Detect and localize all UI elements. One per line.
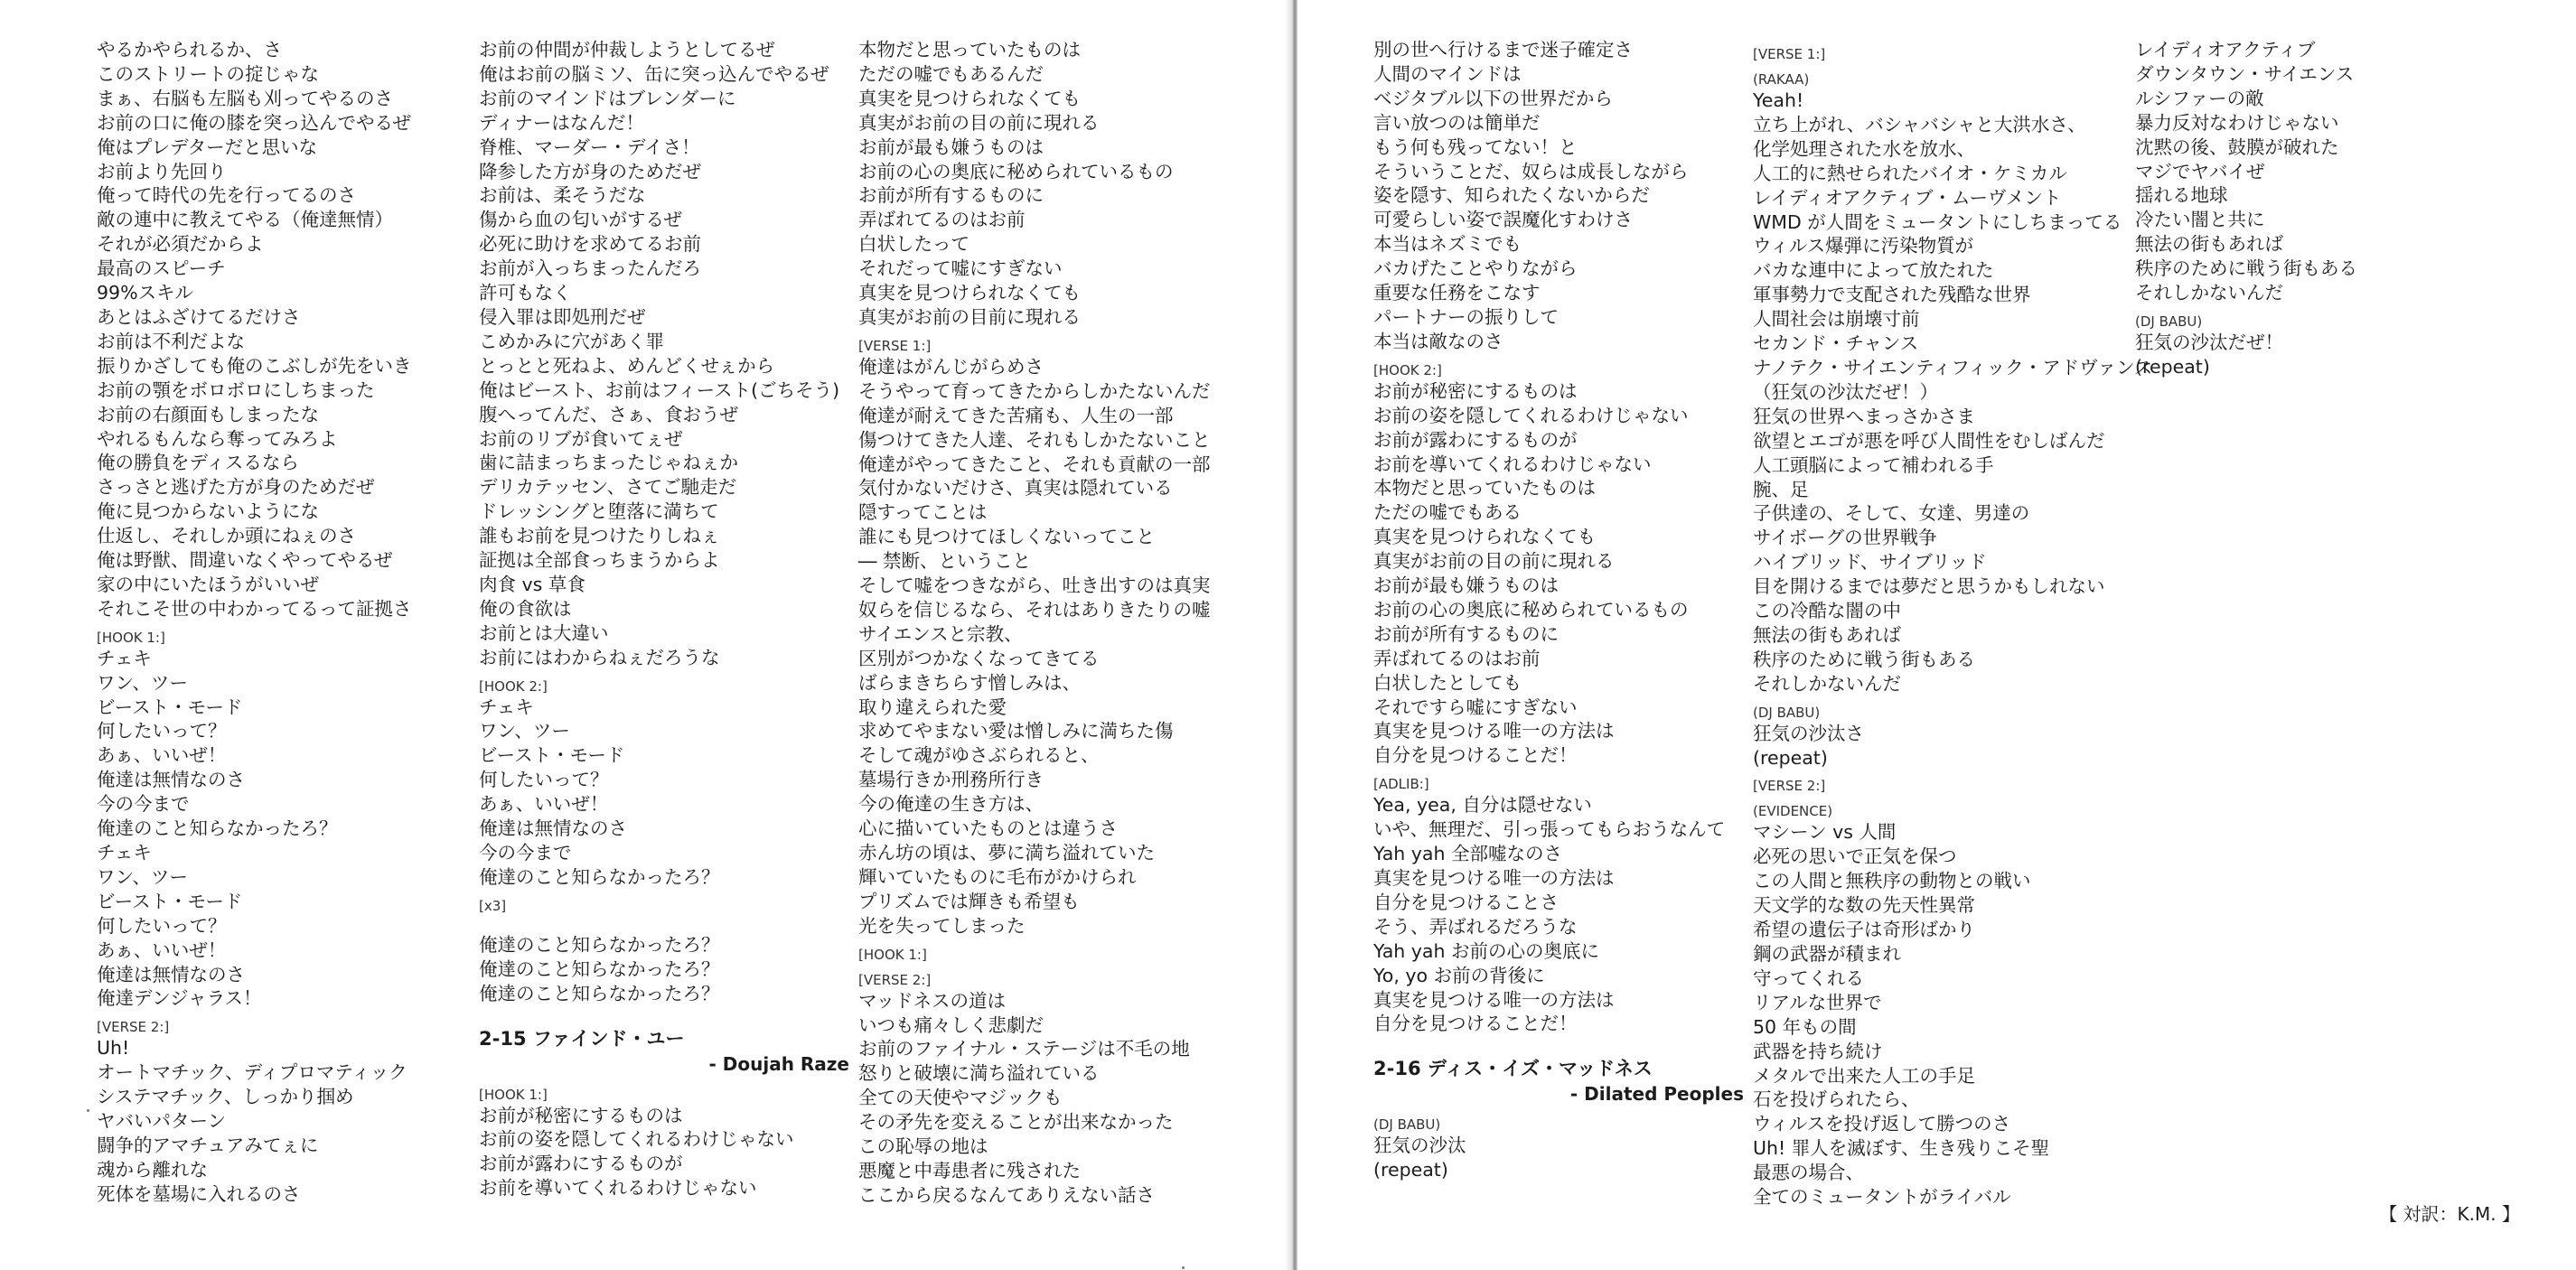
lyric-line: それですら嘘にすぎない <box>1373 696 1578 718</box>
lyric-line: ハイブリッド、サイブリッド <box>1753 551 1987 574</box>
lyric-line: お前より先回り <box>97 160 227 182</box>
lyric-line: チェキ <box>479 696 534 718</box>
lyric-line: ビースト・モード <box>479 744 625 767</box>
lyric-line: あぁ、いいぜ！ <box>97 744 227 767</box>
lyric-line: お前が所有するものに <box>858 184 1044 207</box>
lyric-line: 天文学的な数の先天性異常 <box>1753 894 1975 917</box>
lyric-line: 降参した方が身のためだぜ <box>479 160 701 182</box>
lyric-line: ばらまきちらす憎しみは、 <box>858 671 1081 694</box>
lyric-line: 目を開けるまでは夢だと思うかもしれない <box>1753 575 2105 598</box>
section-tag: [VERSE 2:] <box>858 971 932 988</box>
lyric-line: 子供達の、そして、女達、男達の <box>1753 502 2030 525</box>
lyric-line: ― 禁断、ということ <box>858 550 1032 573</box>
lyric-line: 自分を見つけることだ！ <box>1373 1013 1578 1035</box>
lyric-line: この人間と無秩序の動物との戦い <box>1753 870 2031 892</box>
lyrics-column-6 <box>2135 38 2506 379</box>
lyric-line: 狂気の沙汰 <box>1373 1135 1466 1157</box>
lyric-line: 俺達がやってきたこと、それも貢献の一部 <box>858 453 1211 475</box>
lyric-line: 墓場行きか刑務所行き <box>858 769 1044 791</box>
lyric-line: お前とは大違い <box>479 621 609 644</box>
lyric-line: 希望の遺伝子は奇形ばかり <box>1753 919 1975 941</box>
lyric-line: お前が所有するものに <box>1373 622 1559 645</box>
lyric-line: 取り違えられた愛 <box>858 696 1007 718</box>
lyric-line: お前の姿を隠してくれるわけじゃない <box>1373 404 1689 426</box>
lyric-line: そう、弄ばれるだろうな <box>1373 915 1578 938</box>
lyric-line: お前が秘密にするものは <box>479 1104 683 1126</box>
lyric-line: Uh! 罪人を滅ぼす、生き残りこそ聖 <box>1753 1137 2050 1160</box>
lyric-line: 俺達は無情なのさ <box>479 817 627 840</box>
lyric-line: やれるもんなら奪ってみろよ <box>97 427 338 450</box>
lyric-line: 赤ん坊の頃は、夢に満ち溢れていた <box>858 842 1155 864</box>
section-tag: [HOOK 2:] <box>1373 361 1442 378</box>
lyric-line: いや、無理だ、引っ張ってもらおうなんて <box>1373 818 1726 841</box>
lyric-line: 仕返し、それしか頭にねぇのさ <box>97 525 356 547</box>
scan-speck <box>1182 1266 1185 1269</box>
lyric-line: 最高のスピーチ <box>97 257 226 280</box>
lyric-line: そういうことだ、奴らは成長しながら <box>1373 160 1689 182</box>
lyric-line: いつも痛々しく悲劇だ <box>858 1013 1044 1036</box>
lyric-line: 白状したって <box>858 233 970 256</box>
lyric-line: 脊椎、マーダー・デイさ！ <box>479 135 700 158</box>
scan-speck <box>87 1109 89 1112</box>
lyric-line: ビースト・モード <box>97 890 243 912</box>
lyric-line: 真実がお前の目前に現れる <box>858 305 1081 328</box>
lyric-line: この恥辱の地は <box>858 1135 988 1158</box>
lyric-line: (repeat) <box>2135 355 2210 378</box>
lyric-line: レイディオアクティブ・ムーヴメント <box>1753 186 2062 209</box>
lyrics-column-4 <box>1373 38 1744 1182</box>
lyric-line: Yeah! <box>1753 89 1804 111</box>
lyric-line: プリズムでは輝きも希望も <box>858 890 1080 912</box>
lyric-line: 真実を見つける唯一の方法は <box>1373 720 1615 742</box>
lyric-line: 石を投げられたら、 <box>1753 1088 1920 1111</box>
lyric-line: あとはふざけてるだけさ <box>97 305 301 328</box>
lyric-line: 何したいって？ <box>97 914 227 937</box>
lyric-line: 闘争的アマチュアみてぇに <box>97 1134 319 1156</box>
section-tag: [HOOK 1:] <box>858 946 927 963</box>
lyric-line: 今の今まで <box>479 842 572 864</box>
lyric-line: それこそ世の中わかってるって証拠さ <box>97 597 412 620</box>
lyric-line: 本当はネズミでも <box>1373 233 1522 256</box>
lyric-line: ここから戻るなんてありえない話さ <box>858 1183 1155 1206</box>
lyric-line: ダウンタウン・サイエンス <box>2135 62 2355 85</box>
lyric-line: 人間のマインドは <box>1373 62 1522 85</box>
lyric-line: 光を失ってしまった <box>858 914 1026 937</box>
lyric-line: お前のマインドはブレンダーに <box>479 87 736 109</box>
lyric-line: Yah yah お前の心の奥底に <box>1373 939 1599 962</box>
lyric-line: リアルな世界で <box>1753 991 1882 1013</box>
lyric-line: お前を導いてくれるわけじゃない <box>479 1177 757 1200</box>
lyric-line: 俺達のこと知らなかったろ？ <box>479 982 720 1004</box>
lyric-line: 俺達はがんじがらめさ <box>858 355 1044 378</box>
lyric-line: 言い放つのは簡単だ <box>1373 111 1541 134</box>
lyric-line: Yo, yo お前の背後に <box>1373 964 1545 986</box>
lyric-line: 秩序のために戦う街もある <box>2135 257 2357 280</box>
lyric-line: Uh! <box>97 1037 130 1060</box>
lyric-line: ただの嘘でもあるんだ <box>858 62 1044 85</box>
lyric-line: レイディオアクティブ <box>2135 39 2316 61</box>
lyric-line: ルシファーの敵 <box>2135 87 2264 109</box>
lyric-line: ベジタブル以下の世界だから <box>1373 87 1613 109</box>
section-tag: [ADLIB:] <box>1373 776 1429 793</box>
lyric-line: 俺って時代の先を行ってるのさ <box>97 184 356 207</box>
lyric-line: ただの嘘でもある <box>1373 501 1522 524</box>
lyric-line: ビースト・モード <box>97 696 243 718</box>
lyric-line: メタルで出来た人工の手足 <box>1753 1064 1975 1087</box>
lyric-line: その矛先を変えることが出来なかった <box>858 1111 1174 1134</box>
lyric-line: お前の心の奥底に秘められているもの <box>858 160 1174 182</box>
lyric-line: 傷つけてきた人達、それもしかたないこと <box>858 428 1211 451</box>
lyric-line: 人工頭脳によって補われる手 <box>1753 453 1994 476</box>
lyric-line: もう何も残ってない！と <box>1373 135 1578 158</box>
lyric-line: お前が秘密にするものは <box>1373 379 1578 402</box>
lyric-line: 軍事勢力で支配された残酷な世界 <box>1753 284 2031 306</box>
lyric-line: ウィルスを投げ返して勝つのさ <box>1753 1113 2011 1135</box>
lyric-line: 本物だと思っていたものは <box>858 39 1081 61</box>
lyric-line: お前の姿を隠してくれるわけじゃない <box>479 1128 794 1151</box>
lyric-line: 俺はお前の脳ミソ、缶に突っ込んでやるぜ <box>479 62 829 85</box>
lyric-line: それしかないんだ <box>1753 672 1901 695</box>
lyric-line: WMD が人間をミュータントにしちまってる <box>1753 210 2122 233</box>
section-tag: [VERSE 2:] <box>1753 778 1826 795</box>
lyric-line: Yah yah 全部嘘なのさ <box>1373 843 1562 865</box>
lyric-line: 本物だと思っていたものは <box>1373 477 1596 500</box>
lyric-line: 立ち上がれ、バシャバシャと大洪水さ、 <box>1753 113 2086 135</box>
lyric-line: 50 年もの間 <box>1753 1015 1857 1038</box>
section-tag: [HOOK 2:] <box>479 677 548 695</box>
lyric-line: お前が露わにするものが <box>1373 428 1578 451</box>
lyric-line: 狂気の沙汰さ <box>1753 722 1864 744</box>
lyric-line: あぁ、いいぜ！ <box>479 793 609 816</box>
lyric-line: 歯に詰まっちまったじゃねぇか <box>479 452 738 474</box>
lyric-line: 人工的に熱せられたバイオ・ケミカル <box>1753 162 2067 184</box>
lyric-line: 俺達は無情なのさ <box>97 769 245 791</box>
lyric-line: 許可もなく <box>479 282 572 304</box>
lyric-line: やるかやられるか、さ <box>97 39 282 61</box>
section-tag: (DJ BABU) <box>2135 313 2203 330</box>
lyric-line: とっとと死ねよ、めんどくせぇから <box>479 354 775 377</box>
lyric-line: 沈黙の後、鼓膜が破れた <box>2135 135 2339 158</box>
lyric-line: 真実を見つけられなくても <box>858 87 1081 109</box>
lyric-line: チェキ <box>97 647 152 669</box>
lyric-line: マジでヤバイぜ <box>2135 160 2265 182</box>
lyric-line: 悪魔と中毒患者に残された <box>858 1159 1081 1181</box>
lyric-line: 真実を見つけられなくても <box>858 282 1081 304</box>
lyric-line: それしかないんだ <box>2135 282 2283 304</box>
lyric-line: 俺はプレデターだと思いな <box>97 135 318 158</box>
lyric-line: 冷たい闇と共に <box>2135 209 2265 231</box>
lyric-line: 俺の勝負をディスるなら <box>97 452 299 474</box>
lyric-line: 全ての天使やマジックも <box>858 1087 1063 1109</box>
lyric-line: 守ってくれる <box>1753 967 1864 989</box>
lyric-line: 腹へってんだ、さぁ、食おうぜ <box>479 403 738 425</box>
lyric-line: 弄ばれてるのはお前 <box>858 209 1026 231</box>
lyric-line: 俺達デンジャラス！ <box>97 987 262 1010</box>
lyric-line: ディナーはなんだ！ <box>479 111 644 134</box>
lyric-line: 狂気の沙汰だぜ！ <box>2135 331 2283 353</box>
lyric-line: オートマチック、ディプロマティック <box>97 1061 407 1084</box>
lyric-line: サイエンスと宗教、 <box>858 622 1023 645</box>
lyric-line: 俺の食欲は <box>479 597 572 620</box>
lyric-line: 俺達のこと知らなかったろ？ <box>479 933 720 956</box>
lyric-line: 姿を隠す、知られたくないからだ <box>1373 184 1650 207</box>
lyric-line: （狂気の沙汰だぜ！） <box>1753 380 1938 403</box>
lyric-line: 俺は野獣、間違いなくやってやるぜ <box>97 549 393 572</box>
lyric-line: バカげたことやりながら <box>1373 257 1578 280</box>
lyric-line: 真実を見つける唯一の方法は <box>1373 988 1615 1011</box>
lyric-line: お前の心の奥底に秘められているもの <box>1373 598 1689 621</box>
lyric-line: ヤバいパターン <box>97 1110 227 1133</box>
section-tag: [HOOK 1:] <box>97 629 165 646</box>
lyric-line: このストリートの掟じゃな <box>97 62 319 85</box>
lyric-line: 傷から血の匂いがするぜ <box>479 209 682 231</box>
lyric-line: 無法の街もあれば <box>2135 233 2283 256</box>
song-title: 2-15 ファインド・ユー <box>479 1027 685 1050</box>
lyric-line: 何したいって？ <box>97 720 227 742</box>
lyric-line: それだって嘘にすぎない <box>858 257 1063 280</box>
lyric-line: 真実を見つける唯一の方法は <box>1373 867 1615 889</box>
lyric-line: デリカテッセン、さてご馳走だ <box>479 476 737 499</box>
lyric-line: 求めてやまない愛は憎しみに満ちた傷 <box>858 720 1174 742</box>
lyric-line: 区別がつかなくなってきてる <box>858 647 1100 669</box>
section-tag: [VERSE 1:] <box>858 337 932 354</box>
lyric-line: 腕、足 <box>1753 478 1809 500</box>
lyric-line: お前のリブが食いてぇぜ <box>479 427 683 450</box>
lyric-line: チェキ <box>97 842 152 864</box>
lyric-line: パートナーの振りして <box>1373 305 1559 328</box>
lyric-line: 真実がお前の目の前に現れる <box>858 111 1100 134</box>
section-tag: (EVIDENCE) <box>1753 803 1833 820</box>
section-tag: [x3] <box>479 897 507 914</box>
lyric-line: 本当は敵なのさ <box>1373 330 1503 352</box>
lyric-line: 怒りと破壊に満ち溢れている <box>858 1062 1100 1085</box>
lyric-line: 重要な任務をこなす <box>1373 282 1541 304</box>
song-title: 2-16 ディス・イズ・マッドネス <box>1373 1058 1653 1080</box>
lyric-line: 自分を見つけることさ <box>1373 891 1559 913</box>
lyric-line: あぁ、いいぜ！ <box>97 938 227 961</box>
lyric-line: 弄ばれてるのはお前 <box>1373 647 1541 669</box>
lyric-line: こめかみに穴があく罪 <box>479 330 664 352</box>
lyric-line: お前は不利だよな <box>97 330 245 352</box>
right-page <box>1297 0 2576 1270</box>
lyric-line: そうやって育ってきたからしかたないんだ <box>858 379 1211 402</box>
lyric-line: 真実を見つけられなくても <box>1373 526 1596 548</box>
lyric-line: 化学処理された水を放水、 <box>1753 137 1975 160</box>
lyric-line: 俺達が耐えてきた苦痛も、人生の一部 <box>858 404 1174 426</box>
lyric-line: お前の口に俺の膝を突っ込んでやるぜ <box>97 111 411 134</box>
lyric-line: ウィルス爆弾に汚染物質が <box>1753 235 1974 257</box>
lyric-line: 俺達は無情なのさ <box>97 963 245 985</box>
lyric-line: 必死に助けを求めてるお前 <box>479 233 701 256</box>
lyric-line: 奴らを信じるなら、それはありきたりの嘘 <box>858 598 1211 621</box>
lyric-line: 欲望とエゴが悪を呼び人間性をむしばんだ <box>1753 429 2105 452</box>
lyric-line: 白状したとしても <box>1373 671 1522 694</box>
lyric-line: 狂気の世界へまっさかさま <box>1753 405 1975 427</box>
lyric-line: 振りかざしても俺のこぶしが先をいき <box>97 354 412 377</box>
lyric-line: お前の仲間が仲裁しようとしてるぜ <box>479 39 775 61</box>
lyric-line: お前の顎をボロボロにしちまった <box>97 378 375 401</box>
section-tag: [VERSE 2:] <box>97 1019 170 1036</box>
lyric-line: 自分を見つけることだ！ <box>1373 744 1578 767</box>
lyric-line: ワン、ツー <box>97 865 188 888</box>
lyric-line: 誰にも見つけてほしくないってこと <box>858 526 1155 548</box>
lyric-line: マッドネスの道は <box>858 989 1006 1012</box>
lyric-line: そして魂がゆさぶられると、 <box>858 744 1100 767</box>
lyric-line: お前を導いてくれるわけじゃない <box>1373 453 1652 475</box>
lyric-line: (repeat) <box>1753 746 1828 769</box>
lyric-line: 武器を持ち続け <box>1753 1040 1883 1062</box>
lyric-line: 秩序のために戦う街もある <box>1753 648 1975 670</box>
lyric-line: そして嘘をつきながら、吐き出すのは真実 <box>858 574 1211 597</box>
lyric-line: 人間社会は崩壊寸前 <box>1753 308 1920 331</box>
lyric-line: 肉食 vs 草食 <box>479 573 585 595</box>
lyric-line: 俺達のこと知らなかったろ？ <box>479 865 720 888</box>
lyric-line: ワン、ツー <box>97 671 188 694</box>
lyric-line: 必死の思いで正気を保つ <box>1753 845 1957 868</box>
lyric-line: 魂から離れな <box>97 1158 208 1181</box>
lyric-line: お前が露わにするものが <box>479 1153 683 1175</box>
lyric-line: お前が最も嫌うものは <box>1373 574 1559 597</box>
lyric-line: 俺達のこと知らなかったろ？ <box>97 817 338 840</box>
lyric-line: 鋼の武器が積まれ <box>1753 943 1901 965</box>
song-artist: - Doujah Raze <box>708 1052 849 1075</box>
lyric-line: 99%スキル <box>97 282 193 304</box>
translation-credit: 【 対訳：K.M. 】 <box>2379 1203 2520 1225</box>
lyric-line: 気付かないだけさ、真実は隠れている <box>858 477 1173 500</box>
lyric-line: 俺に見つからないようにな <box>97 500 319 523</box>
lyric-line: それが必須だからよ <box>97 233 264 256</box>
lyric-line: この冷酷な闇の中 <box>1753 600 1901 622</box>
lyric-line: 輝いていたものに毛布がかけられ <box>858 865 1137 888</box>
section-tag: (DJ BABU) <box>1753 704 1821 721</box>
lyric-line: 隠すってことは <box>858 501 988 524</box>
lyric-line: お前にはわからねぇだろうな <box>479 646 720 668</box>
lyric-line: 可愛らしい姿で誤魔化すわけさ <box>1373 209 1633 231</box>
lyric-line: ワン、ツー <box>479 720 570 742</box>
lyric-line: 家の中にいたほうがいいぜ <box>97 573 319 595</box>
lyric-line: サイボーグの世界戦争 <box>1753 527 1937 549</box>
lyric-line: 俺はビースト、お前はフィースト(ごちそう) <box>479 378 840 401</box>
lyric-line: 俺達のこと知らなかったろ？ <box>479 957 720 980</box>
lyric-line: バカな連中によって放たれた <box>1753 259 1994 282</box>
lyric-line: 無法の街もあれば <box>1753 623 1901 646</box>
lyric-line: まぁ、右脳も左脳も刈ってやるのさ <box>97 87 393 109</box>
lyric-line: さっさと逃げた方が身のためだぜ <box>97 476 375 499</box>
lyric-line: 今の今まで <box>97 793 190 816</box>
lyric-line: お前が入っちまったんだろ <box>479 257 701 280</box>
lyric-line: 今の俺達の生き方は、 <box>858 793 1044 816</box>
lyrics-column-5 <box>1753 38 2153 1209</box>
lyric-line: 何したいって？ <box>479 769 609 791</box>
section-tag: [HOOK 1:] <box>479 1086 548 1103</box>
lyric-line: 真実がお前の目の前に現れる <box>1373 550 1615 573</box>
lyric-line: 最悪の場合、 <box>1753 1162 1864 1184</box>
lyric-line: 死体を墓場に入れるのさ <box>97 1182 301 1205</box>
lyric-line: 全てのミュータントがライバル <box>1753 1186 2011 1209</box>
lyric-line: Yea, yea, 自分は隠せない <box>1373 794 1592 817</box>
section-tag: (DJ BABU) <box>1373 1116 1441 1134</box>
lyrics-column-1 <box>97 38 467 1207</box>
song-artist: - Dilated Peoples <box>1569 1083 1744 1106</box>
lyric-line: ナノテク・サイエンティフィック・アドヴァンス <box>1753 356 2153 378</box>
lyric-line: ドレッシングと堕落に満ちて <box>479 500 719 523</box>
lyric-line: (repeat) <box>1373 1159 1448 1181</box>
lyric-line: 侵入罪は即処刑だぜ <box>479 305 646 328</box>
lyric-line: マシーン vs 人間 <box>1753 821 1897 844</box>
lyric-line: システマチック、しっかり掴め <box>97 1086 354 1108</box>
stanza-gap <box>479 915 849 933</box>
lyric-line: 別の世へ行けるまで迷子確定さ <box>1373 39 1633 61</box>
lyric-line: 心に描いていたものとは違うさ <box>858 817 1118 840</box>
lyric-line: 揺れる地球 <box>2135 184 2228 207</box>
lyric-line: 証拠は全部食っちまうからよ <box>479 549 720 572</box>
lyrics-column-2 <box>479 38 849 1200</box>
lyric-line: 暴力反対なわけじゃない <box>2135 111 2339 134</box>
lyric-line: お前は、柔そうだな <box>479 184 646 207</box>
lyric-line: 敵の連中に教えてやる（俺達無情） <box>97 209 393 231</box>
lyric-line: セカンド・チャンス <box>1753 332 1919 355</box>
lyrics-column-3 <box>858 38 1229 1208</box>
lyric-line: 誰もお前を見つけたりしねぇ <box>479 525 720 547</box>
lyric-line: お前の右顔面もしまったな <box>97 403 319 425</box>
section-tag: [VERSE 1:] <box>1753 46 1826 62</box>
section-tag: (RAKAA) <box>1753 71 1810 88</box>
lyric-line: お前が最も嫌うものは <box>858 135 1044 158</box>
lyric-line: お前のファイナル・ステージは不毛の地 <box>858 1038 1190 1060</box>
